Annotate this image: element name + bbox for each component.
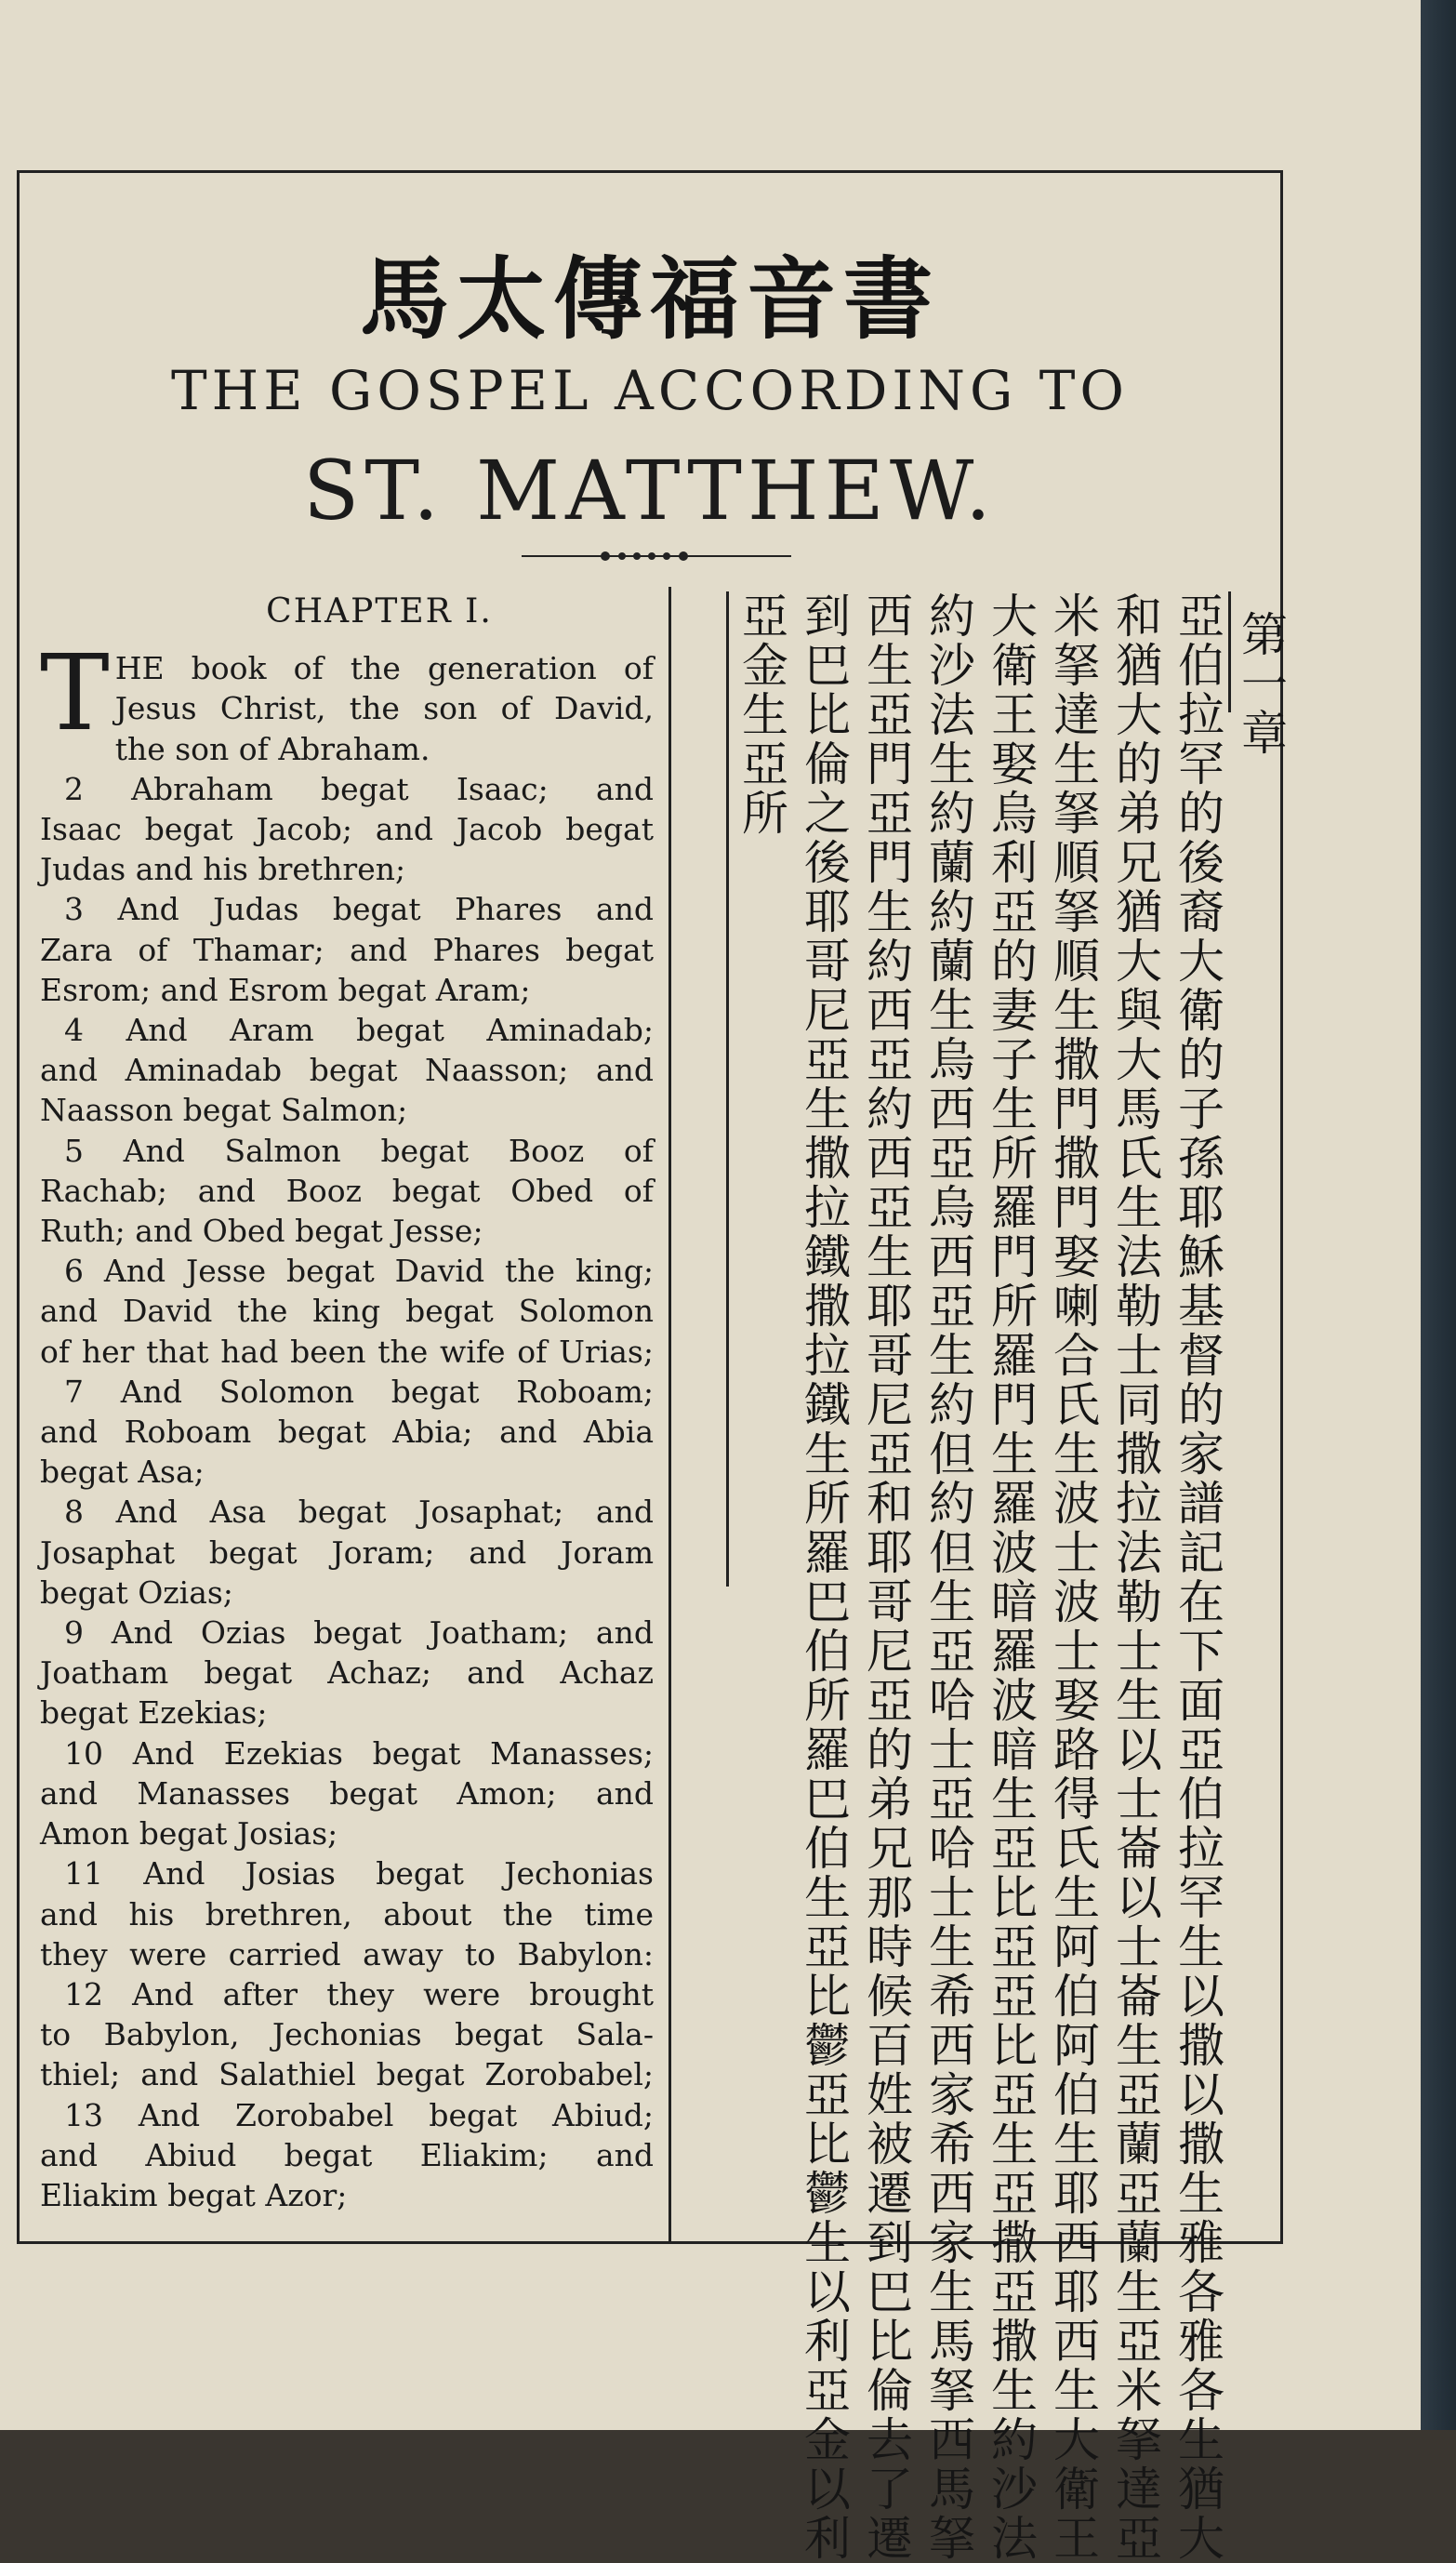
verse-line: 2 Abraham begat Isaac; and — [64, 770, 654, 807]
verse-line: and his brethren, about the time — [40, 1895, 654, 1932]
chinese-column: 到巴比倫之後耶哥尼亞生撒拉鐵撒拉鐵生所羅巴伯所羅巴伯生亞比鬱亞比鬱生以利亞金以利 — [797, 591, 851, 2563]
verse-line: to Babylon, Jechonias begat Sala- — [40, 2016, 654, 2053]
verse-line: begat Ezekias; — [40, 1694, 268, 1732]
drop-cap: T — [40, 633, 110, 755]
verse-line: they were carried away to Babylon: — [40, 1935, 654, 1972]
verse-line: 13 And Zorobabel begat Abiud; — [64, 2096, 654, 2133]
verse-line: Esrom; and Esrom begat Aram; — [40, 971, 531, 1008]
verse-line: 7 And Solomon begat Roboam; — [64, 1373, 654, 1410]
verse-line: Judas and his brethren; — [40, 851, 406, 888]
chinese-text-column — [670, 591, 1288, 2563]
verse-line: thiel; and Salathiel begat Zorobabel; — [40, 2056, 654, 2093]
verse-line: 5 And Salmon begat Booz of — [64, 1132, 654, 1169]
title-english-line-2: ST. MATTHEW. — [303, 443, 997, 538]
verse-line: 8 And Asa begat Josaphat; and — [64, 1494, 654, 1531]
verse-line: begat Asa; — [40, 1454, 205, 1491]
verse-line: Naasson begat Salmon; — [40, 1092, 408, 1129]
verse-line: 11 And Josias begat Jechonias — [64, 1855, 654, 1892]
page-frame — [17, 170, 1288, 2563]
chinese-column: 大衛王娶烏利亞的妻子生所羅門所羅門生羅波暗羅波暗生亞比亞亞比亞生亞撒亞撒生約沙法 — [984, 591, 1038, 2563]
chinese-column: 和猶大的弟兄猶大與大馬氏生法勒士同撒拉法勒士生以士崙以士崙生亞蘭亞蘭生亞米拏達亞 — [1108, 591, 1162, 2563]
chinese-column: 亞金生亞所 — [735, 591, 788, 838]
verse-line: and David the king begat Solomon — [40, 1293, 654, 1330]
column-rule — [1228, 591, 1231, 712]
verse-line: Rachab; and Booz begat Obed of — [40, 1172, 654, 1209]
chinese-column: 亞伯拉罕的後裔大衛的子孫耶穌基督的家譜記在下面亞伯拉罕生以撒以撒生雅各雅各生猶大 — [1171, 591, 1224, 2563]
chinese-column: 西生亞門亞門生約西亞約西亞生耶哥尼亞和耶哥尼亞的弟兄那時候百姓被遷到巴比倫去了遷 — [859, 591, 913, 2563]
verse-line: and Manasses begat Amon; and — [40, 1774, 654, 1812]
verse-line: Joatham begat Achaz; and Achaz — [40, 1654, 654, 1692]
ornament-divider — [522, 547, 791, 565]
verse-line: Josaphat begat Joram; and Joram — [40, 1534, 654, 1571]
verse-line: 10 And Ezekias begat Manasses; — [64, 1734, 654, 1772]
column-rule — [726, 591, 729, 1587]
verse-line: begat Ozias; — [40, 1574, 233, 1611]
title-english-line-1: THE GOSPEL ACCORDING TO — [170, 359, 1129, 422]
title-chinese: 馬太傳福音書 — [360, 247, 940, 352]
chinese-column: 米拏達生拏順拏順生撒門撒門娶喇合氏生波士波士娶路得氏生阿伯阿伯生耶西耶西生大衛王 — [1046, 591, 1100, 2563]
verse-line: the son of Abraham. — [114, 730, 430, 767]
verse-line: of her that had been the wife of Urias; — [40, 1333, 654, 1370]
chapter-heading-english: CHAPTER I. — [266, 592, 493, 631]
verse-line: Zara of Thamar; and Phares begat — [40, 931, 654, 968]
verse-line: 6 And Jesse begat David the king; — [64, 1253, 654, 1290]
book-spine — [1421, 0, 1456, 2430]
verse-line: Eliakim begat Azor; — [40, 2176, 348, 2213]
chinese-column: 約沙法生約蘭約蘭生烏西亞烏西亞生約但約但生亞哈士亞哈士生希西家希西家生馬拏西馬拏 — [921, 591, 975, 2563]
verse-line: Isaac begat Jacob; and Jacob begat — [40, 811, 654, 848]
verse-line: 3 And Judas begat Phares and — [64, 891, 654, 928]
verse-line: Amon begat Josias; — [40, 1815, 338, 1853]
verse-line: and Aminadab begat Naasson; and — [40, 1052, 654, 1089]
verse-line: 4 And Aram begat Aminadab; — [64, 1012, 654, 1049]
verse-line: and Abiud begat Eliakim; and — [40, 2136, 654, 2173]
verse-line: Jesus Christ, the son of David, — [114, 690, 654, 727]
chapter-heading-chinese: 第一章 — [1234, 610, 1288, 758]
verse-line: 12 And after they were brought — [64, 1975, 654, 2012]
verse-line: and Roboam begat Abia; and Abia — [40, 1414, 654, 1451]
verse-line: 9 And Ozias begat Joatham; and — [64, 1614, 654, 1652]
english-text-column — [40, 591, 654, 2215]
verse-line: HE book of the generation of — [114, 650, 654, 687]
verse-line: Ruth; and Obed begat Jesse; — [40, 1213, 483, 1250]
